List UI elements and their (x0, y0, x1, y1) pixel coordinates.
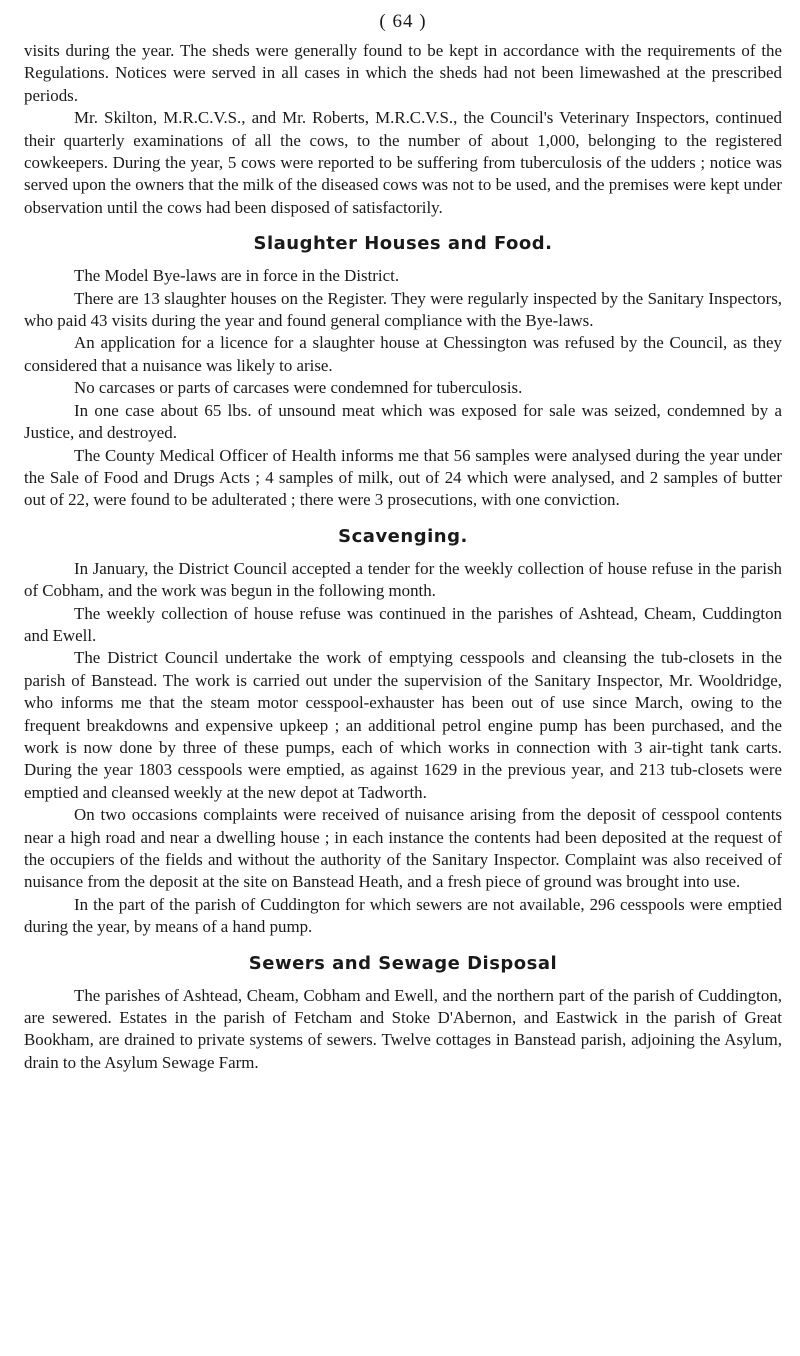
slaughter-paragraph: There are 13 slaughter houses on the Register. They were regularly inspected by the Sanitary Inspectors, who paid 43 visits during the year and found general compliance with the Bye-laws. (24, 288, 782, 331)
page-number: ( 64 ) (379, 11, 427, 32)
slaughter-houses-section (24, 265, 782, 511)
scavenging-paragraph: The weekly collection of house refuse was continued in the parishes of Ashtead, Cheam, Cuddington and Ewell. (24, 603, 782, 645)
sewers-section (24, 985, 782, 1075)
scavenging-section (24, 558, 782, 939)
slaughter-paragraph: In one case about 65 lbs. of unsound meat which was exposed for sale was seized, condemned by a Justice, and destroyed. (24, 400, 782, 443)
scavenging-paragraph: On two occasions complaints were received of nuisance arising from the deposit of cesspool contents near a high road and near a dwelling house ; in each instance the contents had been deposited at the request of the occupiers of the fields and without the authority of the Sanitary Inspector. Complaint was also received of nuisance from the deposit at the site on Banstead Heath, and a fresh piece of ground was brought into use. (24, 805, 782, 892)
slaughter-paragraph: An application for a licence for a slaughter house at Chessington was refused by the Council, as they considered that a nuisance was likely to arise. (24, 333, 782, 375)
scavenging-paragraph: The District Council undertake the work of emptying cesspools and cleansing the tub-closets in the parish of Banstead. The work is carried out under the supervision of the Sanitary Inspector, Mr. Wooldridge, who informs me that the steam motor cesspool-exhauster has been out of use since March, owing to the frequent breakdowns and expensive upkeep ; an additional petrol engine pump has been purchased, and the work is now done by three of these pumps, each of which works in connection with 3 air-tight tank carts. During the year 1803 cesspools were emptied, as against 1629 in the previous year, and 213 tub-closets were emptied and cleansed weekly at the new depot at Tadworth. (24, 648, 782, 802)
intro-paragraph: Mr. Skilton, M.R.C.V.S., and Mr. Roberts, M.R.C.V.S., the Council's Veterinary Inspectors, continued their quarterly examinations of all the cows, to the number of about 1,000, belonging to the registered cowkeepers. During the year, 5 cows were reported to be suffering from tuberculosis of the udders ; notice was served upon the owners that the milk of the diseased cows was not to be used, and the premises were kept under observation until the cows had been disposed of satisfactorily. (24, 108, 782, 217)
scavenging-paragraph: In the part of the parish of Cuddington for which sewers are not available, 296 cesspools were emptied during the year, by means of a hand pump. (24, 894, 782, 937)
sewers-paragraph: The parishes of Ashtead, Cheam, Cobham and Ewell, and the northern part of the parish of Cuddington, are sewered. Estates in the parish of Fetcham and Stoke D'Abernon, and Eastwick in the parish of Great Bookham, are drained to private systems of sewers. Twelve cottages in Banstead parish, adjoining the Asylum, drain to the Asylum Sewage Farm. (24, 985, 782, 1072)
intro-section (24, 40, 782, 219)
slaughter-paragraph: The Model Bye-laws are in force in the District. (74, 266, 400, 286)
slaughter-paragraph: The County Medical Officer of Health informs me that 56 samples were analysed during the year under the Sale of Food and Drugs Acts ; 4 samples of milk, out of 24 which were analysed, and 2 samples of butter out of 22, were found to be adulterated ; there were 3 prosecutions, with one conviction. (24, 445, 782, 510)
scavenging-heading: Scavenging. (338, 525, 468, 547)
sewers-heading: Sewers and Sewage Disposal (248, 952, 558, 974)
intro-paragraph: visits during the year. The sheds were generally found to be kept in accordance with the requirements of the Regulations. Notices were served in all cases in which the sheds had not been limewashed at the prescribed periods. (24, 41, 782, 105)
slaughter-houses-heading: Slaughter Houses and Food. (253, 233, 553, 255)
slaughter-paragraph: No carcases or parts of carcases were condemned for tuberculosis. (74, 378, 523, 398)
scavenging-paragraph: In January, the District Council accepted a tender for the weekly collection of house refuse in the parish of Cobham, and the work was begun in the following month. (24, 558, 782, 601)
